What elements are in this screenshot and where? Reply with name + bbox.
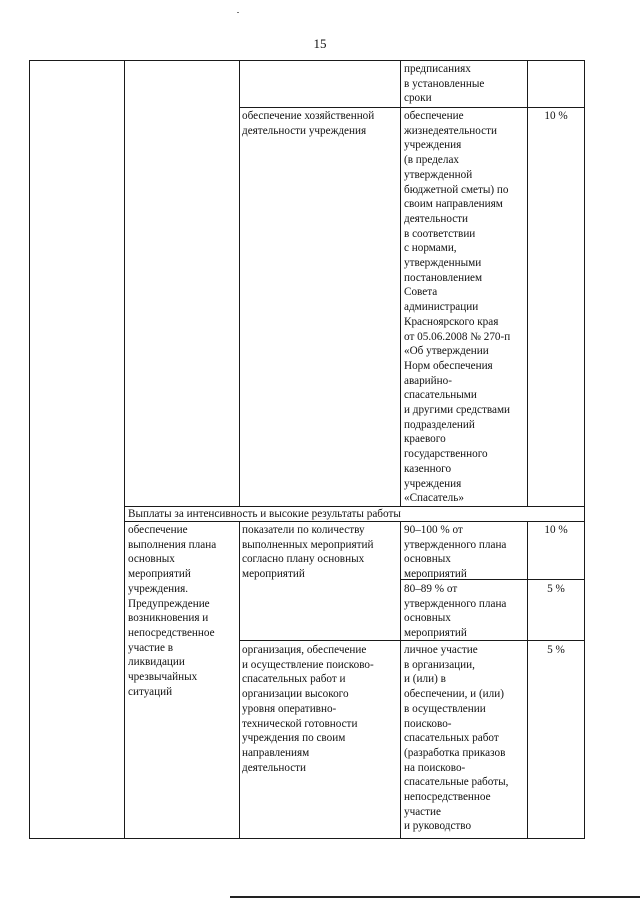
percent-cell: 10 % [544, 110, 568, 122]
criterion-cell: предписаниях в установленные сроки [404, 63, 485, 105]
criterion-cell: личное участие в организации, и (или) в обеспечении, и (или) в осуществлении поисково- спасательных работ (разработка приказов на поисково- спасательные работы, непосредственное участие и руководство [404, 644, 509, 833]
col-border [239, 521, 240, 839]
col-border [584, 60, 585, 839]
col-border [124, 60, 125, 839]
condition-cell: обеспечение выполнения плана основных мероприятий учреждения. Предупреждение возникновения и непосредственное участие в ликвидации чрезвычайных ситуаций [128, 524, 217, 698]
col-border [29, 60, 30, 839]
col-border [239, 60, 240, 507]
criterion-cell: обеспечение жизнедеятельности учреждения (в пределах утвержденной бюджетной сметы) по своим направлениям деятельности в соответствии с нормами, утвержденными постановлением Совета администрации Красноярского края от 05.06.2008 № 270-п «Об утверждении Норм обеспечения аварийно- спасательными и другими средствами подразделений краевого государственного казенного учреждения «Спасатель» [404, 110, 511, 505]
percent-cell: 10 % [544, 524, 568, 536]
table-bottom-border [29, 838, 585, 839]
percent-cell: 5 % [547, 644, 565, 656]
indicator-cell: показатели по количеству выполненных мероприятий согласно плану основных мероприятий [242, 524, 374, 581]
col-border [400, 60, 401, 507]
indicator-cell: обеспечение хозяйственной деятельности учреждения [242, 110, 375, 137]
scan-edge-line [230, 896, 640, 898]
percent-cell: 5 % [547, 583, 565, 595]
page-number: 15 [313, 36, 327, 51]
row-divider [239, 107, 584, 108]
criterion-cell: 90–100 % от утвержденного плана основных мероприятий [404, 524, 507, 581]
indicator-cell: организация, обеспечение и осуществление поисково- спасательных работ и организации высокого уровня оперативно- технической готовности учреждения по своим направлениям деятельности [242, 644, 374, 774]
table-top-border [29, 60, 585, 61]
criterion-cell: 80–89 % от утвержденного плана основных мероприятий [404, 583, 507, 640]
section-header: Выплаты за интенсивность и высокие результаты работы [128, 508, 401, 520]
col-border [400, 521, 401, 839]
